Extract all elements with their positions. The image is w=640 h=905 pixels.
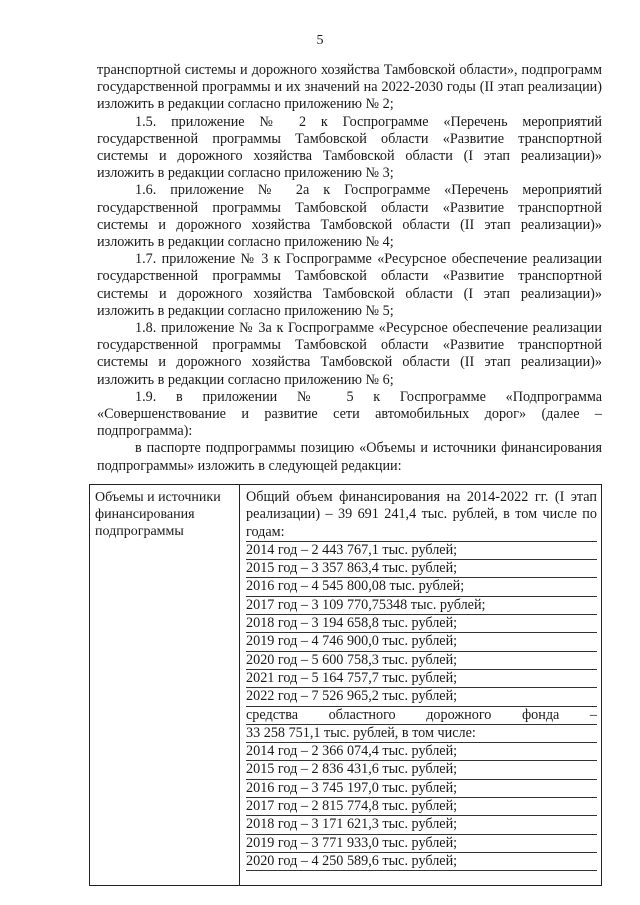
page-number: 5	[316, 33, 324, 48]
total-year-row: 2018 год – 3 194 658,8 тыс. рублей;	[246, 615, 597, 633]
fund-year-row: 2019 год – 3 771 933,0 тыс. рублей;	[246, 835, 597, 853]
total-year-row: 2021 год – 5 164 757,7 тыс. рублей;	[246, 670, 597, 688]
total-year-row: 2016 год – 4 545 800,08 тыс. рублей;	[246, 578, 597, 596]
funding-table	[89, 484, 602, 886]
total-year-row: 2022 год – 7 526 965,2 тыс. рублей;	[246, 688, 597, 706]
fund-by-year-list	[246, 743, 597, 871]
paragraph-item-1-6: 1.6. приложение № 2а к Госпрограмме «Перечень мероприятий государственной программы Тамбовской области «Развитие транспортной системы и дорожного хозяйства Тамбовской области (II этап реализации)» изложить в редакции согласно приложению № 4;	[97, 182, 602, 251]
paragraph-continuation: транспортной системы и дорожного хозяйства Тамбовской области», подпрограмм государственной программы и их значений на 2022-2030 годы (II этап реализации) изложить в редакции согласно приложению № 2;	[97, 62, 602, 113]
total-by-year-list	[246, 542, 597, 707]
fund-year-row: 2017 год – 2 815 774,8 тыс. рублей;	[246, 798, 597, 816]
paragraph-item-1-8: 1.8. приложение № 3а к Госпрограмме «Ресурсное обеспечение реализации государственной программы Тамбовской области «Развитие транспортной системы и дорожного хозяйства Тамбовской области (II этап реализации)» изложить в редакции согласно приложению № 6;	[97, 320, 602, 388]
fund-year-row: 2020 год – 4 250 589,6 тыс. рублей;	[246, 853, 597, 871]
paragraph-item-1-7: 1.7. приложение № 3 к Госпрограмме «Ресурсное обеспечение реализации государственной программы Тамбовской области «Развитие транспортной системы и дорожного хозяйства Тамбовской области (I этап реализации)» изложить в редакции согласно приложению № 5;	[97, 251, 602, 319]
total-year-row: 2019 год – 4 746 900,0 тыс. рублей;	[246, 633, 597, 651]
funding-values-cell	[240, 485, 601, 885]
fund-line-2: 33 258 751,1 тыс. рублей, в том числе:	[246, 725, 597, 743]
total-year-row: 2017 год – 3 109 770,75348 тыс. рублей;	[246, 597, 597, 615]
fund-year-row: 2016 год – 3 745 197,0 тыс. рублей;	[246, 780, 597, 798]
paragraph-item-1-5: 1.5. приложение № 2 к Госпрограмме «Перечень мероприятий государственной программы Тамбовской области «Развитие транспортной системы и дорожного хозяйства Тамбовской области (I этап реализации)» изложить в редакции согласно приложению № 3;	[97, 113, 602, 182]
paragraph-item-1-9: 1.9. в приложении № 5 к Госпрограмме «Подпрограмма «Совершенствование и развитие сети автомобильных дорог» (далее – подпрограмма):	[97, 388, 602, 440]
fund-year-row: 2018 год – 3 171 621,3 тыс. рублей;	[246, 816, 597, 834]
funding-intro: Общий объем финансирования на 2014-2022 гг. (I этап реализации) – 39 691 241,4 тыс. рублей, в том числе по годам:	[246, 489, 597, 542]
funding-label-cell: Объемы и источники финансирования подпрограммы	[90, 485, 240, 885]
total-year-row: 2014 год – 2 443 767,1 тыс. рублей;	[246, 542, 597, 560]
paragraph-passport: в паспорте подпрограммы позицию «Объемы и источники финансирования подпрограммы» изложить в следующей редакции:	[97, 440, 602, 474]
total-year-row: 2015 год – 3 357 863,4 тыс. рублей;	[246, 560, 597, 578]
document-body	[97, 62, 602, 475]
fund-line-1: средства областного дорожного фонда –	[246, 707, 597, 725]
fund-year-row: 2014 год – 2 366 074,4 тыс. рублей;	[246, 743, 597, 761]
fund-year-row: 2015 год – 2 836 431,6 тыс. рублей;	[246, 761, 597, 779]
total-year-row: 2020 год – 5 600 758,3 тыс. рублей;	[246, 652, 597, 670]
